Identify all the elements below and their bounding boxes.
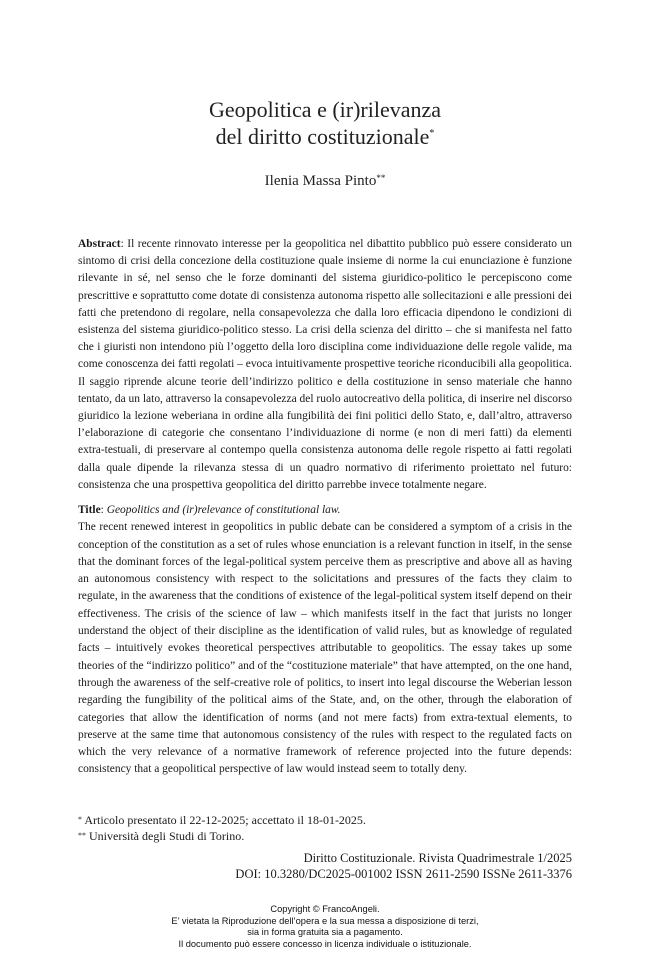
footnote-1-text: Articolo presentato il 22-12-2025; accettato il 18-01-2025. [84,813,366,827]
journal-info [78,850,572,882]
footnote-2 [78,828,572,844]
journal-doi-line: DOI: 10.3280/DC2025-001002 ISSN 2611-2590 ISSNe 2611-3376 [235,867,572,881]
author-text: Ilenia Massa Pinto [264,173,377,189]
abstract-text: : Il recente rinnovato interesse per la geopolitica nel dibattito pubblico può essere considerato un sintomo di crisi della concezione della costituzione quale insieme di norme la cui enunciazione è funzione rilevante in sé, nel senso che le forze dominanti del sistema giuridico-politico le percepiscono come prescrittive e soprattutto come dotate di consistenza autonoma rispetto alle sollecitazioni e alle pressioni dei fatti che pretendono di regolare, nella consapevolezza che dalla loro efficacia dipendono le condizioni di esistenza del sistema giuridico-politico stesso. La crisi della scienza del diritto – che si manifesta nel fatto che i giuristi non intendono più l’oggetto della loro disciplina come individuazione delle regole valide, ma come conoscenza dei fatti regolati – evoca intuitivamente prospettive teoriche riconducibili alla geopolitica. Il saggio riprende alcune teorie dell’indirizzo politico e della costituzione in senso materiale che hanno tentato, da un lato, attraverso la consapevolezza del ruolo autocreativo della politica, di inserire nel discorso giuridico la lezione weberiana in ordine alla fungibilità dei fini politici dello Stato, e, dall’altro, attraverso l’elaborazione di categorie che consentano l’individuazione di norme (e non di meri fatti) da elementi extra-testuali, di preservare al contempo quella consistenza autonoma delle regole rispetto ai fatti regolati dalla quale dipende la rilevanza stessa di un quadro normativo di riferimento proiettato nel futuro: consistenza che una prospettiva geopolitica del diritto parrebbe invece totalmente negare. [78,238,572,491]
article-title [0,96,650,150]
copyright-line-1: Copyright © FrancoAngeli. [270,904,380,914]
english-title-label: Title [78,504,101,516]
footnote-1 [78,812,572,828]
footnote-2-text: Università degli Studi di Torino. [89,829,245,843]
copyright-line-2: E’ vietata la Riproduzione dell’opera e la sua messa a disposizione di terzi, [171,915,479,926]
english-title-colon: : [100,504,107,516]
english-title-line [78,502,572,519]
footnote-1-mark: * [78,815,82,824]
english-abstract-text: The recent renewed interest in geopolitics in public debate can be considered a symptom of a crisis in the conception of the constitution as a set of rules whose enunciation is a relevant function in itself, in the sense that the dominant forces of the legal-political system perceive them as prescriptive and above all as having an autonomous consistency with respect to the solicitations and pressures of the facts they claim to regulate, in the awareness that the conditions of existence of the legal-political system itself depend on their effectiveness. The crisis of the science of law – which manifests itself in the fact that jurists no longer understand the object of their discipline as the identification of valid rules, but as knowledge of regulated facts – intuitively evokes theoretical perspectives attributable to geopolitics. The essay takes up some theories of the “indirizzo politico” and of the “costituzione materiale” that have attempted, on the one hand, through the awareness of the self-creative role of politics, to insert into legal discourse the Weberian lesson regarding the fungibility of the political aims of the State, and, on the other, through the elaboration of categories that allow the identification of norms (and not mere facts) from extra-textual elements, to preserve at the same time that autonomous consistency of the rules with respect to the regulated facts on which the very relevance of a normative framework of reference projected into the future depends: consistency that a geopolitical perspective of law would instead seem to totally deny. [78,521,572,776]
abstract-italian [78,236,572,494]
copyright-line-3: sia in forma gratuita sia a pagamento. [247,927,403,938]
english-title: Geopolitics and (ir)relevance of constitutional law. [106,504,341,516]
abstract-label: Abstract [78,238,121,250]
footnotes [78,812,572,844]
journal-line-1: Diritto Costituzionale. Rivista Quadrimestrale 1/2025 [303,851,572,865]
title-footnote-mark: * [429,128,435,139]
copyright-notice [0,904,650,950]
author-name [0,173,650,190]
title-line-2 [0,123,650,150]
author-footnote-mark: ** [376,173,386,183]
copyright-line-4: Il documento può essere concesso in licenza individuale o istituzionale. [178,938,472,949]
title-line-1: Geopolitica e (ir)rilevanza [208,97,442,122]
footnote-2-mark: ** [78,831,86,840]
abstract-english [78,502,572,779]
title-line-2-text: del diritto costituzionale [215,124,430,149]
